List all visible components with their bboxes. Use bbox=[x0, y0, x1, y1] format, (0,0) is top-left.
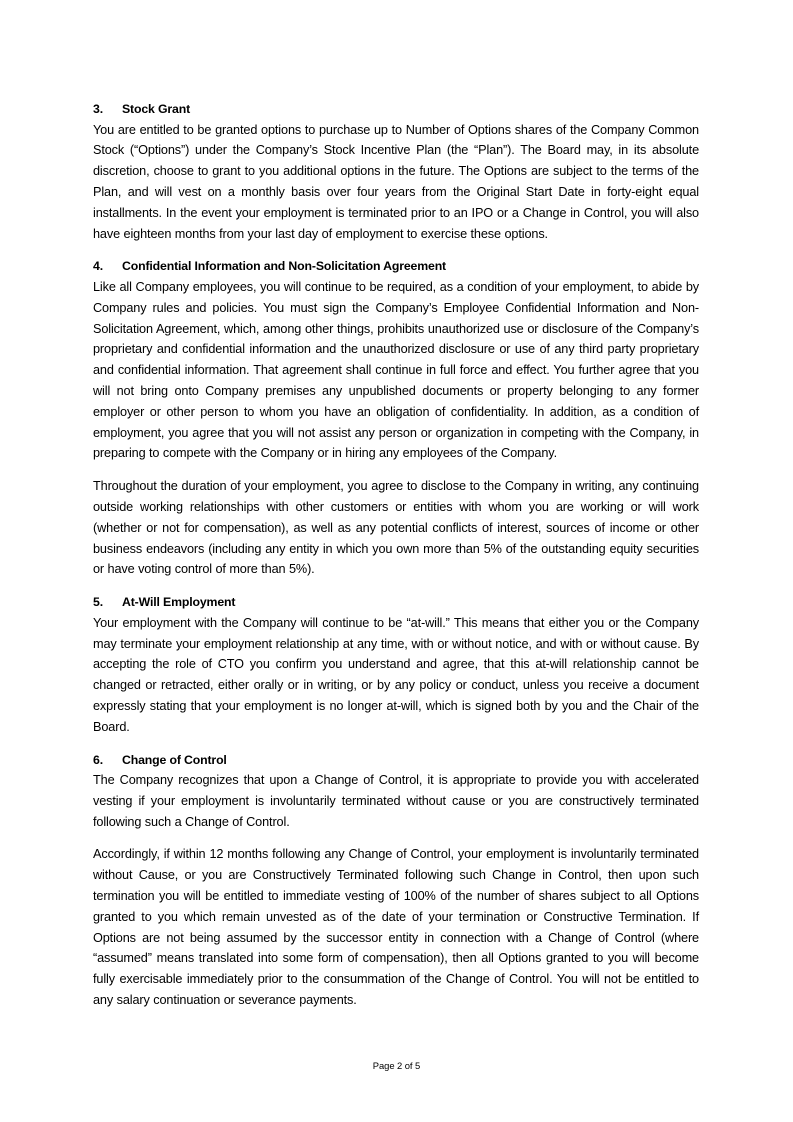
page-number-label: Page 2 of 5 bbox=[372, 1060, 421, 1071]
section-number: 3. bbox=[93, 102, 103, 116]
section-heading bbox=[93, 256, 699, 277]
document-body bbox=[93, 99, 699, 1011]
section-heading bbox=[93, 592, 699, 613]
section-title: Change of Control bbox=[122, 752, 227, 767]
paragraph: The Company recognizes that upon a Change of Control, it is appropriate to provide you with accelerated vesting if your employment is involuntarily terminated without cause or you are constructively terminated following such a Change of Control. bbox=[93, 773, 699, 829]
page-footer bbox=[0, 1060, 793, 1072]
paragraph: Throughout the duration of your employment, you agree to disclose to the Company in writing, any continuing outside working relationships with other customers or entities with whom you are working or will work (whether or not for compensation), as well as any potential conflicts of interest, sources of income or other business endeavors (including any entity in which you own more than 5% of the outstanding equity securities or have voting control of more than 5%). bbox=[93, 479, 699, 577]
paragraph: Your employment with the Company will continue to be “at-will.” This means that either you or the Company may terminate your employment relationship at any time, with or without notice, and with or without cause. By accepting the role of CTO you confirm you understand and agree, that this at-will relationship cannot be changed or retracted, either orally or in writing, or by any policy or conduct, unless you receive a document expressly stating that your employment is no longer at-will, which is signed both by you and the Chair of the Board. bbox=[93, 615, 699, 734]
section-number: 4. bbox=[93, 259, 103, 274]
section-title: At-Will Employment bbox=[122, 595, 236, 610]
section-heading bbox=[93, 99, 699, 120]
paragraph: You are entitled to be granted options to purchase up to Number of Options shares of the Company Common Stock (“Options”) under the Company’s Stock Incentive Plan (the “Plan”). The Board may, in its absolute discretion, choose to grant to you additional options in the future. The Options are subject to the terms of the Plan, and will vest on a monthly basis over four years from the Original Start Date in forty-eight equal installments. In the event your employment is terminated prior to an IPO or a Change in Control, you will also have eighteen months from your last day of employment to exercise these options. bbox=[93, 122, 699, 241]
section-change-of-control bbox=[93, 750, 699, 1011]
section-heading bbox=[93, 750, 699, 771]
paragraph: Accordingly, if within 12 months following any Change of Control, your employment is involuntarily terminated without Cause, or you are Constructively Terminated following such Change in Control, then upon such termination you will be entitled to immediate vesting of 100% of the number of shares subject to all Options granted to you which remain unvested as of the date of your termination or Constructive Termination. If Options are not being assumed by the successor entity in connection with a Change of Control (where “assumed” means translated into some form of compensation), then all Options granted to you will become fully exercisable immediately prior to the consummation of the Change of Control. You will not be entitled to any salary continuation or severance payments. bbox=[93, 847, 699, 1008]
section-stock-grant bbox=[93, 99, 699, 244]
section-title: Confidential Information and Non-Solicitation Agreement bbox=[122, 259, 446, 274]
section-title: Stock Grant bbox=[122, 102, 191, 116]
section-confidential-information bbox=[93, 256, 699, 580]
paragraph: Like all Company employees, you will continue to be required, as a condition of your employment, to abide by Company rules and policies. You must sign the Company’s Employee Confidential Information and Non-Solicitation Agreement, which, among other things, prohibits unauthorized use or disclosure of the Company’s proprietary and confidential information and the unauthorized disclosure or use of any third party proprietary and confidential information. That agreement shall continue in full force and effect. You further agree that you will not bring onto Company premises any unpublished documents or property belonging to any former employer or other person to whom you have an obligation of confidentiality. In addition, as a condition of employment, you agree that you will not assist any person or organization in competing with the Company, in preparing to compete with the Company or in hiring any employees of the Company. bbox=[93, 279, 699, 461]
section-number: 6. bbox=[93, 752, 103, 767]
section-number: 5. bbox=[93, 595, 103, 610]
section-at-will-employment bbox=[93, 592, 699, 737]
